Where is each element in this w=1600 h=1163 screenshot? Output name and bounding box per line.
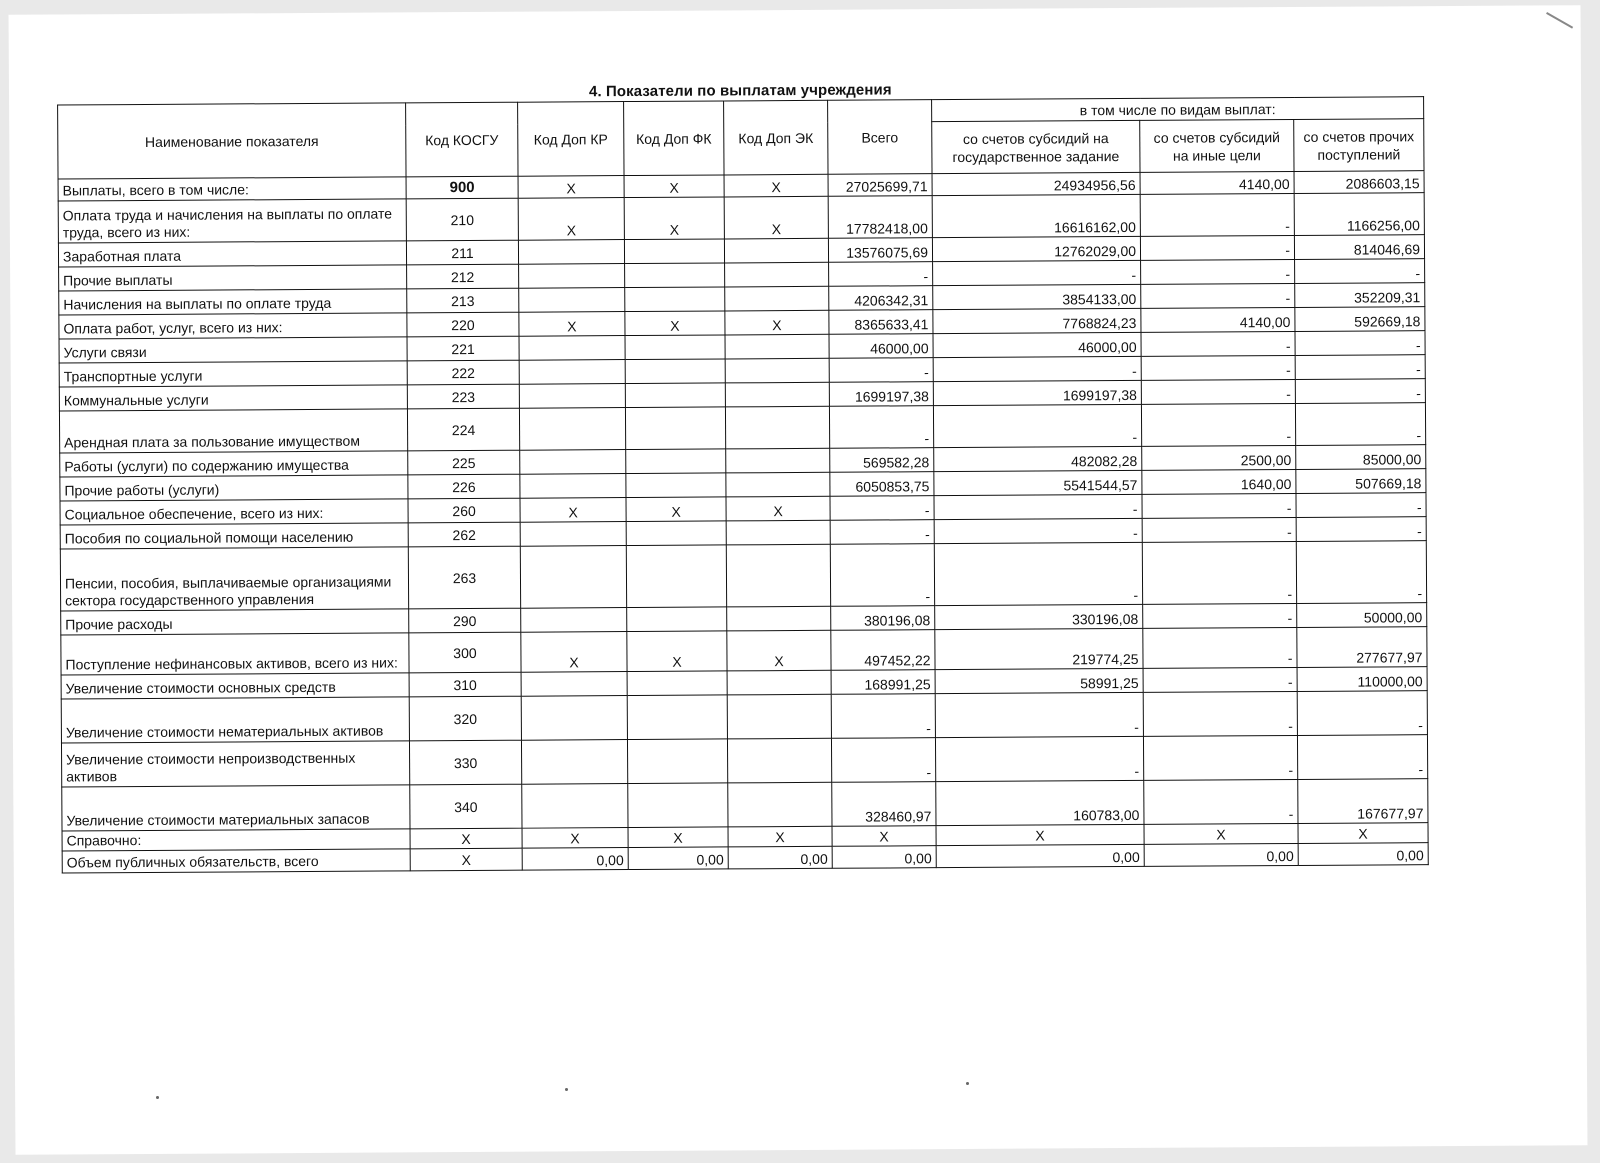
row-subsidy-other: -: [1143, 735, 1297, 780]
row-other-income: 352209,31: [1295, 283, 1425, 308]
row-ek: [725, 286, 829, 311]
row-other-income: -: [1295, 403, 1425, 446]
row-fk: [627, 739, 727, 784]
row-subsidy-other: -: [1143, 667, 1297, 692]
row-kr: [521, 696, 627, 741]
row-subsidy-state: Х: [936, 824, 1144, 845]
row-subsidy-other: -: [1143, 627, 1297, 668]
row-subsidy-state: 46000,00: [933, 332, 1141, 357]
row-kr: [519, 336, 625, 361]
row-other-income: 50000,00: [1297, 603, 1427, 628]
row-kr: [520, 450, 626, 475]
row-total: 328460,97: [832, 782, 936, 827]
row-name: Оплата труда и начисления на выплаты по оплате труда, всего из них:: [58, 199, 406, 243]
row-name: Начисления на выплаты по оплате труда: [59, 289, 407, 315]
row-subsidy-state: 5541544,57: [934, 470, 1142, 495]
row-ek: 0,00: [728, 846, 832, 869]
row-fk: [626, 449, 726, 474]
row-fk: [627, 607, 727, 632]
row-fk: [625, 287, 725, 312]
row-other-income: -: [1295, 379, 1425, 404]
row-other-income: 167677,97: [1298, 779, 1428, 824]
row-total: Х: [832, 826, 936, 847]
row-total: 4206342,31: [829, 286, 933, 311]
row-total: -: [829, 358, 933, 383]
row-name: Транспортные услуги: [59, 361, 407, 387]
row-name: Выплаты, всего в том числе:: [58, 177, 406, 201]
row-fk: [625, 359, 725, 384]
row-ek: [725, 358, 829, 383]
row-subsidy-other: 1640,00: [1142, 469, 1296, 494]
row-subsidy-state: 1699197,38: [933, 380, 1141, 405]
row-ek: [726, 472, 830, 497]
row-other-income: Х: [1298, 823, 1428, 844]
header-kr: Код Доп КР: [518, 102, 624, 177]
row-fk: Х: [627, 631, 727, 672]
row-subsidy-state: -: [935, 736, 1143, 781]
row-total: -: [829, 406, 933, 449]
row-kr: [519, 384, 625, 409]
row-other-income: -: [1297, 735, 1427, 780]
row-other-income: -: [1297, 691, 1427, 736]
row-kosgu-code: 900: [406, 176, 518, 199]
row-kosgu-code: 262: [408, 522, 520, 547]
row-fk: Х: [626, 497, 726, 522]
row-name: Увеличение стоимости материальных запасов: [62, 785, 410, 831]
row-name: Справочно:: [62, 829, 410, 851]
row-name: Пенсии, пособия, выплачиваемые организациями сектора государственного управления: [60, 547, 408, 611]
row-name: Арендная плата за пользование имуществом: [59, 409, 407, 453]
scanned-page: [9, 5, 1588, 1155]
row-ek: Х: [726, 496, 830, 521]
header-sub3: со счетов прочих поступлений: [1294, 119, 1424, 172]
row-subsidy-state: 0,00: [936, 844, 1144, 867]
row-fk: Х: [625, 311, 725, 336]
row-name: Прочие работы (услуги): [60, 475, 408, 501]
row-ek: [726, 544, 830, 607]
row-total: 569582,28: [830, 448, 934, 473]
row-other-income: 277677,97: [1297, 627, 1427, 668]
row-kosgu-code: Х: [410, 848, 522, 871]
row-total: 17782418,00: [828, 196, 932, 239]
row-name: Увеличение стоимости основных средств: [61, 673, 409, 699]
row-subsidy-other: -: [1141, 403, 1295, 446]
row-total: 6050853,75: [830, 472, 934, 497]
row-total: 380196,08: [831, 606, 935, 631]
row-ek: [726, 520, 830, 545]
row-kr: [519, 408, 625, 451]
row-total: 27025699,71: [828, 174, 932, 197]
row-fk: Х: [624, 175, 724, 198]
row-fk: [625, 335, 725, 360]
row-ek: Х: [728, 826, 832, 847]
payments-table-wrapper: [57, 96, 1428, 873]
row-total: -: [831, 694, 935, 739]
row-kr: [520, 474, 626, 499]
row-ek: [728, 782, 832, 827]
row-ek: [725, 334, 829, 359]
row-total: 0,00: [832, 846, 936, 869]
row-name: Прочие выплаты: [59, 265, 407, 291]
row-kosgu-code: 330: [409, 740, 521, 785]
row-fk: Х: [624, 197, 724, 240]
row-kr: Х: [520, 498, 626, 523]
row-subsidy-other: -: [1140, 235, 1294, 260]
row-subsidy-other: -: [1141, 259, 1295, 284]
row-subsidy-other: -: [1141, 355, 1295, 380]
row-total: 13576075,69: [828, 238, 932, 263]
row-name: Работы (услуги) по содержанию имущества: [60, 451, 408, 477]
row-kr: Х: [522, 828, 628, 849]
row-ek: Х: [724, 174, 828, 197]
row-fk: [625, 383, 725, 408]
row-subsidy-state: 16616162,00: [932, 194, 1140, 237]
row-kosgu-code: 300: [409, 632, 521, 673]
row-subsidy-state: 219774,25: [935, 628, 1143, 669]
row-subsidy-other: Х: [1144, 823, 1298, 844]
row-total: 1699197,38: [829, 382, 933, 407]
row-subsidy-other: 4140,00: [1141, 307, 1295, 332]
scan-speck: [966, 1082, 969, 1085]
row-kr: [521, 608, 627, 633]
table-body: [58, 171, 1428, 873]
row-total: 8365633,41: [829, 310, 933, 335]
row-kosgu-code: 224: [407, 408, 519, 451]
row-kosgu-code: Х: [410, 828, 522, 849]
header-fk: Код Доп ФК: [624, 101, 724, 176]
row-kosgu-code: 310: [409, 672, 521, 697]
row-kr: [521, 740, 627, 785]
row-fk: [625, 263, 725, 288]
row-kosgu-code: 320: [409, 696, 521, 741]
row-subsidy-other: -: [1144, 779, 1298, 824]
row-name: Прочие расходы: [61, 609, 409, 635]
header-kosgu: Код КОСГУ: [406, 102, 518, 177]
row-other-income: -: [1295, 355, 1425, 380]
row-fk: Х: [628, 827, 728, 848]
row-kosgu-code: 211: [406, 240, 518, 265]
row-fk: [626, 473, 726, 498]
row-subsidy-other: -: [1141, 283, 1295, 308]
row-kosgu-code: 220: [407, 312, 519, 337]
row-kosgu-code: 213: [407, 288, 519, 313]
row-total: 168991,25: [831, 670, 935, 695]
row-subsidy-state: 160783,00: [936, 780, 1144, 825]
row-kosgu-code: 223: [407, 384, 519, 409]
row-kr: [521, 672, 627, 697]
row-kr: [518, 240, 624, 265]
row-ek: Х: [727, 630, 831, 671]
row-kr: [519, 360, 625, 385]
row-name: Объем публичных обязательств, всего: [62, 849, 410, 873]
row-kosgu-code: 212: [407, 264, 519, 289]
row-ek: Х: [725, 310, 829, 335]
row-kr: [519, 264, 625, 289]
row-other-income: 0,00: [1298, 843, 1428, 866]
row-fk: 0,00: [628, 847, 728, 870]
row-subsidy-state: -: [935, 692, 1143, 737]
row-total: -: [831, 738, 935, 783]
row-subsidy-other: -: [1143, 691, 1297, 736]
row-kr: 0,00: [522, 848, 628, 871]
row-kr: Х: [519, 312, 625, 337]
row-ek: [727, 738, 831, 783]
row-ek: [725, 382, 829, 407]
header-name: Наименование показателя: [58, 103, 406, 179]
header-group: в том числе по видам выплат:: [932, 97, 1424, 122]
row-other-income: 507669,18: [1296, 469, 1426, 494]
row-name: Социальное обеспечение, всего из них:: [60, 499, 408, 525]
row-subsidy-other: 0,00: [1144, 843, 1298, 866]
row-kr: [520, 546, 626, 609]
row-name: Услуги связи: [59, 337, 407, 363]
row-subsidy-state: -: [934, 494, 1142, 519]
row-kosgu-code: 210: [406, 198, 518, 241]
row-other-income: -: [1296, 517, 1426, 542]
row-kosgu-code: 263: [408, 546, 520, 609]
row-fk: [626, 545, 726, 608]
row-subsidy-other: -: [1141, 331, 1295, 356]
row-total: -: [830, 496, 934, 521]
header-sub2: со счетов субсидий на иные цели: [1140, 119, 1294, 172]
row-kosgu-code: 340: [410, 784, 522, 829]
row-name: Увеличение стоимости непроизводственных активов: [61, 741, 409, 787]
row-fk: [627, 695, 727, 740]
row-subsidy-state: -: [933, 356, 1141, 381]
row-name: Поступление нефинансовых активов, всего из них:: [61, 633, 409, 675]
row-other-income: 85000,00: [1296, 445, 1426, 470]
row-other-income: -: [1295, 331, 1425, 356]
row-name: Коммунальные услуги: [59, 385, 407, 411]
row-other-income: -: [1296, 493, 1426, 518]
row-ek: [724, 238, 828, 263]
row-subsidy-other: -: [1142, 541, 1296, 604]
row-fk: [625, 407, 725, 450]
row-total: -: [829, 262, 933, 287]
row-other-income: -: [1296, 541, 1426, 604]
row-kr: [522, 784, 628, 829]
row-kosgu-code: 221: [407, 336, 519, 361]
row-other-income: 2086603,15: [1294, 171, 1424, 194]
scan-mark: [1546, 12, 1573, 29]
row-ek: [727, 670, 831, 695]
row-name: Пособия по социальной помощи населению: [60, 523, 408, 549]
row-kr: Х: [518, 176, 624, 199]
header-ek: Код Доп ЭК: [724, 100, 828, 175]
row-fk: [628, 783, 728, 828]
row-name: Оплата работ, услуг, всего из них:: [59, 313, 407, 339]
row-subsidy-state: 3854133,00: [933, 284, 1141, 309]
row-subsidy-state: -: [933, 260, 1141, 285]
row-kosgu-code: 226: [408, 474, 520, 499]
row-total: -: [830, 544, 934, 607]
row-ek: [726, 448, 830, 473]
row-total: -: [830, 520, 934, 545]
row-fk: [624, 239, 724, 264]
row-subsidy-state: 330196,08: [935, 604, 1143, 629]
row-subsidy-other: 4140,00: [1140, 171, 1294, 194]
row-ek: [727, 606, 831, 631]
row-name: Увеличение стоимости нематериальных активов: [61, 697, 409, 743]
row-ek: Х: [724, 196, 828, 239]
row-subsidy-other: -: [1142, 517, 1296, 542]
row-fk: [627, 671, 727, 696]
table-row: [60, 541, 1426, 611]
row-subsidy-other: -: [1140, 193, 1294, 236]
row-subsidy-other: -: [1142, 493, 1296, 518]
row-fk: [626, 521, 726, 546]
row-kosgu-code: 225: [408, 450, 520, 475]
row-subsidy-state: 7768824,23: [933, 308, 1141, 333]
row-kr: [519, 288, 625, 313]
row-subsidy-state: 58991,25: [935, 668, 1143, 693]
row-other-income: 592669,18: [1295, 307, 1425, 332]
header-total: Всего: [828, 100, 932, 175]
row-subsidy-state: 12762029,00: [932, 236, 1140, 261]
row-subsidy-state: -: [934, 542, 1142, 605]
scan-speck: [156, 1096, 159, 1099]
row-kosgu-code: 222: [407, 360, 519, 385]
page-title: 4. Показатели по выплатам учреждения: [588, 81, 892, 101]
row-ek: [725, 406, 829, 449]
row-subsidy-state: 24934956,56: [932, 172, 1140, 195]
row-kr: Х: [518, 198, 624, 241]
row-ek: [727, 694, 831, 739]
row-other-income: 1166256,00: [1294, 193, 1424, 236]
row-kosgu-code: 290: [409, 608, 521, 633]
scan-speck: [565, 1088, 568, 1091]
row-other-income: 110000,00: [1297, 667, 1427, 692]
row-kosgu-code: 260: [408, 498, 520, 523]
row-subsidy-state: 482082,28: [934, 446, 1142, 471]
row-ek: [725, 262, 829, 287]
row-other-income: -: [1295, 259, 1425, 284]
row-subsidy-state: -: [934, 518, 1142, 543]
row-kr: Х: [521, 632, 627, 673]
row-subsidy-state: -: [933, 404, 1141, 447]
row-kr: [520, 522, 626, 547]
row-subsidy-other: -: [1141, 379, 1295, 404]
row-subsidy-other: 2500,00: [1142, 445, 1296, 470]
payments-table: [57, 96, 1429, 873]
row-total: 497452,22: [831, 630, 935, 671]
row-total: 46000,00: [829, 334, 933, 359]
row-name: Заработная плата: [58, 241, 406, 267]
row-other-income: 814046,69: [1294, 235, 1424, 260]
header-sub1: со счетов субсидий на государственное задание: [932, 120, 1140, 173]
row-subsidy-other: -: [1143, 603, 1297, 628]
